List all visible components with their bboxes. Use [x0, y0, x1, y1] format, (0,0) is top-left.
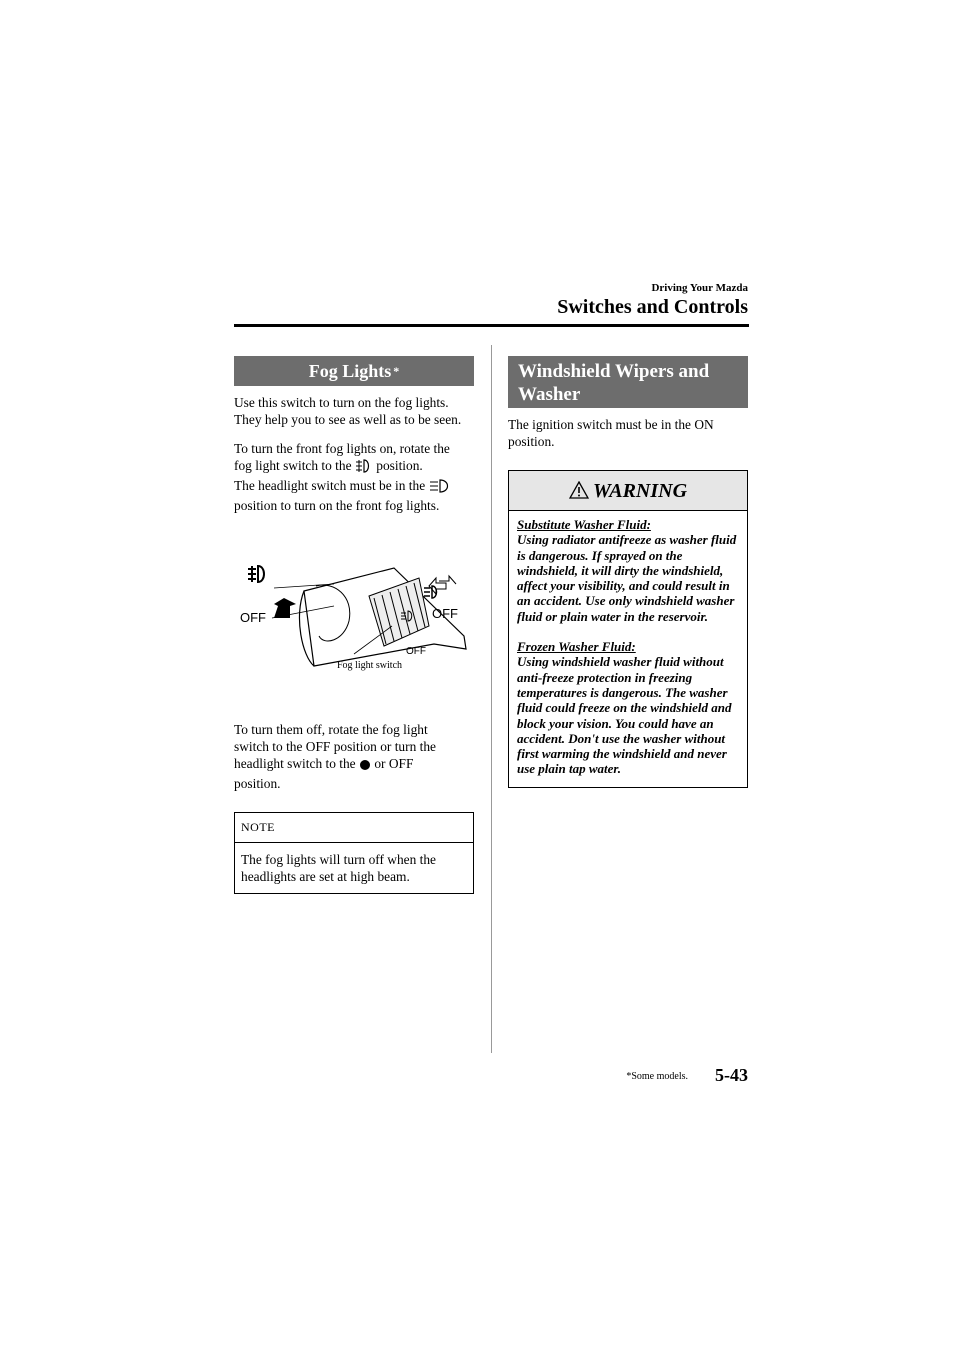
some-models-mark: *: [393, 364, 400, 378]
warning-box: [508, 470, 748, 788]
parking-light-dot-icon: [359, 758, 371, 775]
warning-triangle-icon: [569, 481, 589, 499]
wipers-column: [508, 356, 748, 788]
fog-lights-intro: Use this switch to turn on the fog lights. They help you to see as well as to be seen.: [234, 395, 462, 427]
running-header-section: Switches and Controls: [557, 296, 748, 318]
fog-position-icon: [248, 566, 264, 582]
warning-text-frozen: Using windshield washer fluid without anti-freeze protection in freezing temperatures is dangerous. The washer fluid could freeze on the windshield and block your vision. You could have an accident. Don't use the washer without first warming the windshield and never use plain tap water.: [517, 654, 732, 777]
footnote: *Some models.: [626, 1071, 688, 1082]
fog-lights-column: [234, 356, 474, 894]
wipers-heading: Windshield Wipers and Washer: [508, 356, 748, 408]
fog-light-switch-figure: [234, 526, 474, 701]
page-number: 5-43: [715, 1065, 748, 1085]
running-header-chapter: Driving Your Mazda: [651, 282, 748, 294]
page-footer: [626, 1065, 748, 1086]
ring-off-label: OFF: [406, 646, 426, 657]
fog-lights-heading: Fog Lights *: [234, 356, 474, 386]
note-body: The fog lights will turn off when the headlights are set at high beam.: [241, 852, 437, 884]
fog-lights-off-paragraph: To turn them off, rotate the fog light switch to the OFF position or turn the headlight switch to the or OFF position.: [234, 722, 436, 791]
front-fog-light-icon: [355, 459, 373, 477]
warning-subheading-frozen: Frozen Washer Fluid:: [517, 639, 636, 655]
off-label-right: OFF: [432, 606, 458, 621]
off-label-left: OFF: [240, 610, 266, 625]
figure-caption: Fog light switch: [337, 660, 403, 671]
warning-title: WARNING: [592, 480, 688, 502]
warning-header: [509, 471, 747, 511]
warning-body: [509, 511, 747, 787]
warning-text-substitute: Using radiator antifreeze as washer fluid is dangerous. If sprayed on the windshield, it will dirty the windshield, affect your visibility, and could result in an accident. Use only windshield washer fluid or plain water in the reservoir.: [517, 532, 737, 624]
note-title: NOTE: [235, 813, 473, 843]
headlight-icon: [429, 479, 451, 497]
fog-lights-on-paragraph: To turn the front fog lights on, rotate the fog light switch to the position. The headlight switch must be in the position to turn on the front fog lights.: [234, 441, 450, 513]
note-box: [234, 812, 474, 894]
column-divider: [491, 345, 492, 1053]
fog-light-switch-illustration: [234, 526, 474, 701]
header-rule: [234, 324, 749, 327]
warning-subheading-substitute: Substitute Washer Fluid:: [517, 517, 651, 532]
wipers-intro: The ignition switch must be in the ON position.: [508, 417, 714, 449]
